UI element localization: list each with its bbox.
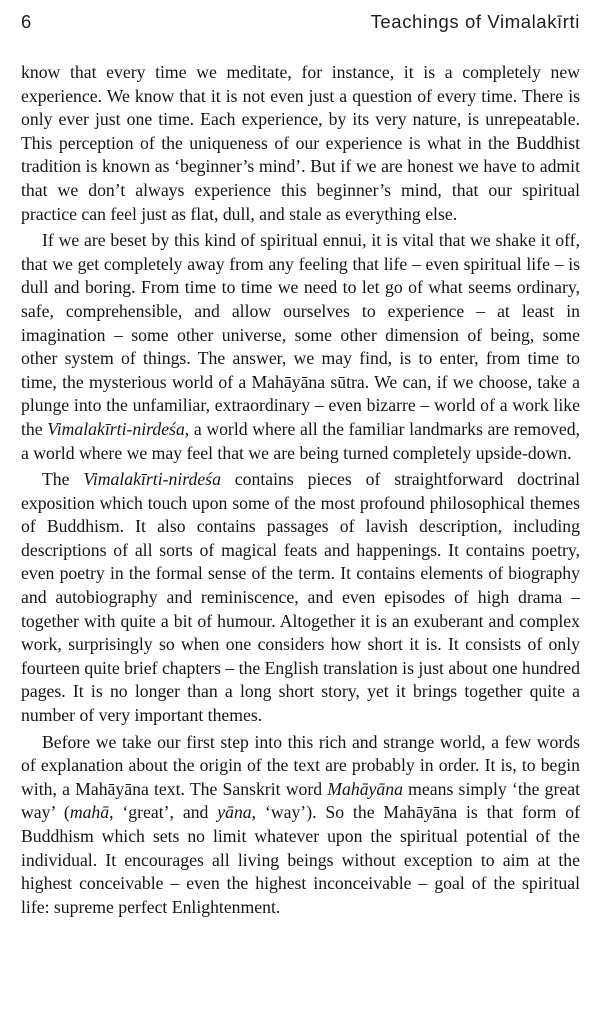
text-run: , ‘way’). So the Mahāyāna is that form of Buddhism which sets no limit whatever upon the spiritual potential of the individual. It encourages all living beings without exception to aim at the highest conceivable – even the highest inconceivable – goal of the spiritual life: supreme perfect Enlightenment.: [21, 802, 581, 917]
paragraph: [21, 61, 580, 226]
body-text: [21, 61, 580, 919]
italic-term: yāna: [217, 802, 252, 823]
italic-term: mahā: [69, 802, 110, 823]
page-number: 6: [21, 11, 32, 32]
text-run: Before we take our first step into this rich and strange world, a few words of explanation about the origin of the text are probably in order. It is, to begin with, a Mahāyāna text. The Sanskrit word: [21, 731, 580, 799]
paragraph: [21, 731, 580, 920]
running-head: [21, 0, 580, 40]
book-title: Teachings of Vimalakīrti: [370, 11, 580, 32]
italic-term: Vimalakīrti-nirdeśa: [47, 418, 185, 439]
text-run: means simply ‘the great way’ (: [21, 778, 580, 823]
text-run: , ‘great’, and: [109, 802, 218, 823]
text-run: , a world where all the familiar landmarks are removed, a world where we may feel that we are being turned completely upside-down.: [21, 418, 580, 463]
italic-term: Vimalakīrti-nirdeśa: [83, 469, 221, 490]
paragraph: [21, 468, 580, 728]
text-run: contains pieces of straightforward doctrinal exposition which touch upon some of the most profound philosophical themes of Buddhism. It also contains passages of lavish description, including descriptions of all sorts of magical feats and happenings. It contains poetry, even poetry in the formal sense of the term. It contains elements of biography and autobiography and reminiscence, and even episodes of high drama – together with quite a bit of humour. Altogether it is an exuberant and complex work, surprisingly so when one considers how short it is. It consists of only fourteen quite brief chapters – the English translation is just about one hundred pages. It is no longer than a long short story, yet it brings together quite a number of very important themes.: [21, 469, 580, 726]
text-run: The: [42, 469, 84, 490]
paragraph: [21, 229, 580, 465]
text-run: If we are beset by this kind of spiritual ennui, it is vital that we shake it off, that we get completely away from any feeling that life – even spiritual life – is dull and boring. From time to time we need to let go of what seems ordinary, safe, comprehensible, and allow ourselves to experience – at least in imagination – some other universe, some other dimension of being, some other system of things. The answer, we may find, is to enter, from time to time, the mysterious world of a Mahāyāna sūtra. We can, if we choose, take a plunge into the unfamiliar, extraordinary – even bizarre – world of a work like the: [21, 230, 580, 439]
italic-term: Mahāyāna: [327, 778, 403, 799]
text-run: know that every time we meditate, for instance, it is a completely new experience. We know that it is not even just a question of every time. There is only ever just one time. Each experience, by its very nature, is unrepeatable. This perception of the uniqueness of our experience is what in the Buddhist tradition is known as ‘beginner’s mind’. But if we are honest we have to admit that we don’t always experience this beginner’s mind, that our spiritual practice can feel just as flat, dull, and stale as everything else.: [21, 62, 580, 224]
